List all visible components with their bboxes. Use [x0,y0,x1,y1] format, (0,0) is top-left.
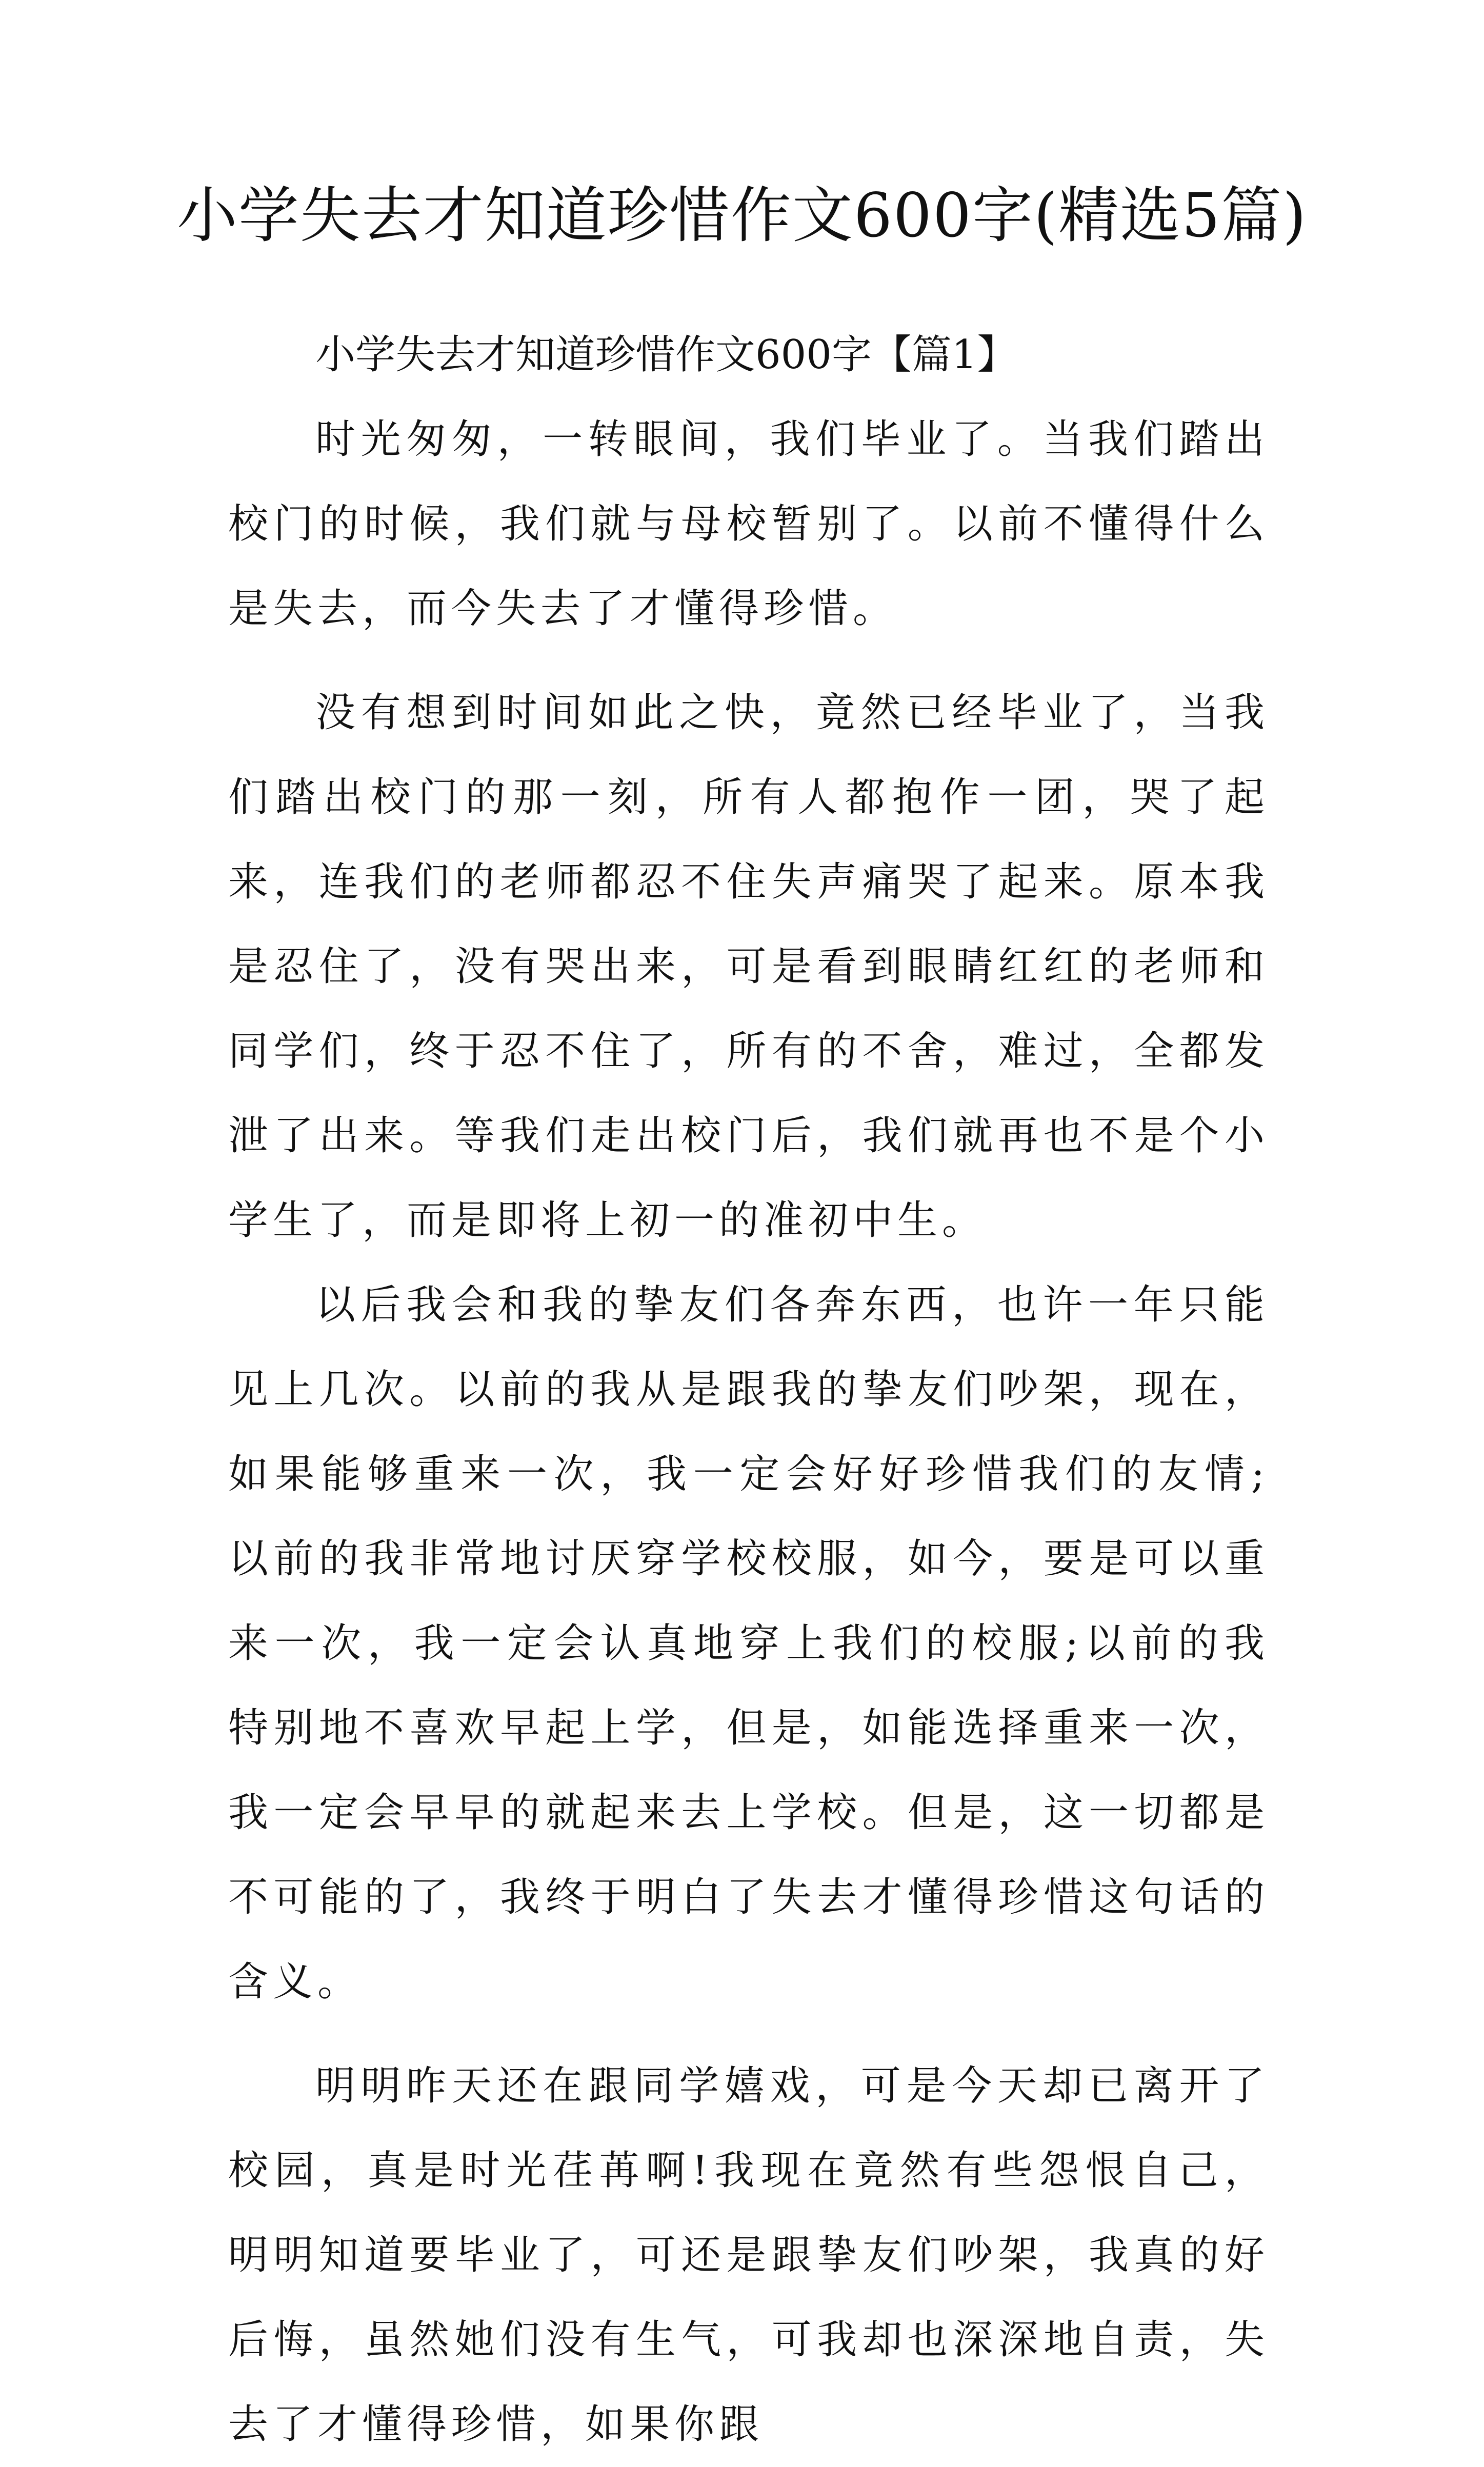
article-body [228,313,1269,2467]
section-heading: 小学失去才知道珍惜作文600字【篇1】 [315,332,1017,378]
paragraph-3: 以后我会和我的挚友们各奔东西，也许一年只能见上几次。以前的我从是跟我的挚友们吵架，现在，如果能够重来一次，我一定会好好珍惜我们的友情;以前的我非常地讨厌穿学校校服，如今，要是可以重来一次，我一定会认真地穿上我们的校服;以前的我特别地不喜欢早起上学，但是，如能选择重来一次，我一定会早早的就起来去上学校。但是，这一切都是不可能的了，我终于明白了失去才懂得珍惜这句话的含义。 [228,1282,1269,2005]
paragraph-1: 时光匆匆，一转眼间，我们毕业了。当我们踏出校门的时候，我们就与母校暂别了。以前不懂得什么是失去，而今失去了才懂得珍惜。 [228,416,1269,632]
paragraph-4: 明明昨天还在跟同学嬉戏，可是今天却已离开了校园，真是时光荏苒啊!我现在竟然有些怨恨自己，明明知道要毕业了，可还是跟挚友们吵架，我真的好后悔，虽然她们没有生气，可我却也深深地自责，失去了才懂得珍惜，如果你跟 [228,2063,1269,2448]
document-title: 小学失去才知道珍惜作文600字(精选5篇) [176,180,1308,251]
paragraph-2: 没有想到时间如此之快，竟然已经毕业了，当我们踏出校门的那一刻，所有人都抱作一团，哭了起来，连我们的老师都忍不住失声痛哭了起来。原本我是忍住了，没有哭出来，可是看到眼睛红红的老师和同学们，终于忍不住了，所有的不舍，难过，全都发泄了出来。等我们走出校门后，我们就再也不是个小学生了，而是即将上初一的准初中生。 [228,690,1269,1243]
